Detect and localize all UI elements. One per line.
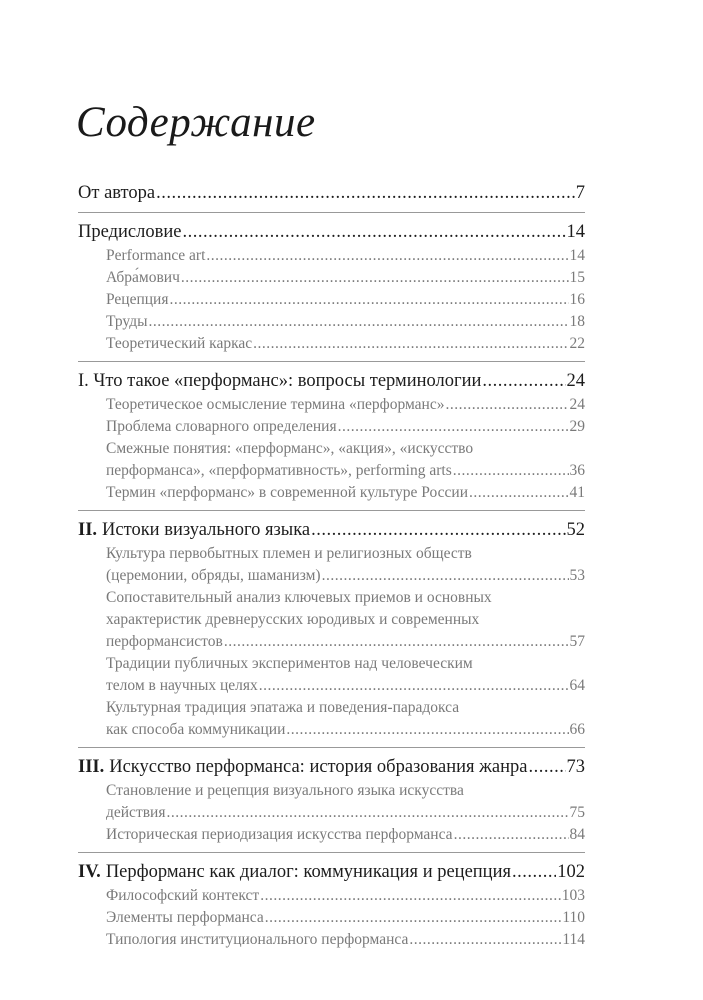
subentry-title: Рецепция xyxy=(106,291,169,308)
toc-subentry[interactable] xyxy=(78,394,585,416)
subentry-line xyxy=(78,416,585,438)
toc-chapter-entry[interactable] xyxy=(78,180,585,206)
page-number: 15 xyxy=(569,269,585,286)
subentry-line xyxy=(78,267,585,289)
toc-section xyxy=(78,510,585,747)
dot-leader xyxy=(512,859,556,885)
subentry-title: Традиции публичных экспериментов над человеческим xyxy=(106,655,473,672)
subentry-line xyxy=(78,653,585,675)
subentry-title: Типология институционального перформанса xyxy=(106,931,409,948)
subentry-title: Культурная традиция эпатажа и поведения-парадокса xyxy=(106,699,460,716)
subentry-title: Труды xyxy=(106,313,148,330)
toc-chapter-entry[interactable] xyxy=(78,517,585,543)
toc-subentry[interactable] xyxy=(78,267,585,289)
toc-chapter-entry[interactable] xyxy=(78,219,585,245)
subentry-line xyxy=(78,482,585,504)
dot-leader xyxy=(338,416,569,438)
subentry-title: действия xyxy=(106,804,166,821)
page-number: 103 xyxy=(561,887,585,904)
chapter-numeral: II. xyxy=(78,520,98,540)
subentry-line xyxy=(78,333,585,355)
dot-leader xyxy=(259,675,569,697)
subentry-line xyxy=(78,245,585,267)
page-number: 57 xyxy=(569,633,585,650)
subentry-line xyxy=(78,394,585,416)
page-number: 110 xyxy=(562,909,585,926)
subentry-line xyxy=(78,289,585,311)
page-number: 29 xyxy=(569,418,585,435)
subentry-title: Проблема словарного определения xyxy=(106,418,337,435)
subentry-title: Performance art xyxy=(106,247,206,264)
toc-subentry[interactable] xyxy=(78,416,585,438)
page-number: 102 xyxy=(557,862,585,882)
page-number: 41 xyxy=(569,484,585,501)
subentry-title: перформансистов xyxy=(106,633,223,650)
toc-subentry[interactable] xyxy=(78,885,585,907)
subentry-line xyxy=(78,802,585,824)
dot-leader xyxy=(206,245,568,267)
toc-chapter-entry[interactable] xyxy=(78,859,585,885)
dot-leader xyxy=(182,219,565,245)
dot-leader xyxy=(469,482,568,504)
page-number: 73 xyxy=(566,757,585,777)
chapter-title: Истоки визуального языка xyxy=(102,520,311,540)
toc-subentry[interactable] xyxy=(78,653,585,697)
dot-leader xyxy=(265,907,562,929)
toc-subentry[interactable] xyxy=(78,587,585,653)
dot-leader xyxy=(260,885,561,907)
page-number: 75 xyxy=(569,804,585,821)
chapter-title: Искусство перформанса: история образования жанра xyxy=(109,757,528,777)
toc-subentry[interactable] xyxy=(78,245,585,267)
page-number: 14 xyxy=(566,222,585,242)
page-number: 7 xyxy=(575,183,585,203)
toc-subentry[interactable] xyxy=(78,311,585,333)
toc-subentry[interactable] xyxy=(78,697,585,741)
subentry-line xyxy=(78,609,585,631)
toc-section xyxy=(78,212,585,361)
dot-leader xyxy=(253,333,568,355)
subentry-line xyxy=(78,587,585,609)
page-number: 14 xyxy=(569,247,585,264)
toc-subentry[interactable] xyxy=(78,333,585,355)
subentry-title: характеристик древнерусских юродивых и современных xyxy=(106,611,480,628)
subentry-line xyxy=(78,929,585,951)
chapter-numeral: IV. xyxy=(78,862,101,882)
page-number: 84 xyxy=(569,826,585,843)
toc-section xyxy=(78,361,585,510)
toc-subentry[interactable] xyxy=(78,780,585,824)
dot-leader xyxy=(166,802,568,824)
page-number: 18 xyxy=(569,313,585,330)
subentry-line xyxy=(78,675,585,697)
subentry-line xyxy=(78,780,585,802)
dot-leader xyxy=(322,565,569,587)
dot-leader xyxy=(311,517,565,543)
toc-subentry[interactable] xyxy=(78,543,585,587)
dot-leader xyxy=(529,754,566,780)
subentry-title: Философский контекст xyxy=(106,887,260,904)
subentry-title: Культура первобытных племен и религиозных обществ xyxy=(106,545,472,562)
chapter-title: Перформанс как диалог: коммуникация и рецепция xyxy=(105,862,511,882)
toc-section xyxy=(78,747,585,852)
page-number: 52 xyxy=(566,520,585,540)
subentry-line xyxy=(78,885,585,907)
page-number: 24 xyxy=(566,371,585,391)
dot-leader xyxy=(445,394,568,416)
subentry-title: Историческая периодизация искусства перформанса xyxy=(106,826,453,843)
dot-leader xyxy=(286,719,568,741)
chapter-numeral: III. xyxy=(78,757,105,777)
subentry-title: Термин «перформанс» в современной культуре России xyxy=(106,484,469,501)
subentry-line xyxy=(78,824,585,846)
subentry-title: Сопоставительный анализ ключевых приемов и основных xyxy=(106,589,492,606)
page-number: 16 xyxy=(569,291,585,308)
subentry-line xyxy=(78,460,585,482)
toc-subentry[interactable] xyxy=(78,289,585,311)
toc-subentry[interactable] xyxy=(78,929,585,951)
toc-section xyxy=(78,180,585,212)
toc-subentry[interactable] xyxy=(78,482,585,504)
page-number: 36 xyxy=(569,462,585,479)
subentry-line xyxy=(78,438,585,460)
subentry-line xyxy=(78,697,585,719)
page-number: 53 xyxy=(569,567,585,584)
page-number: 22 xyxy=(569,335,585,352)
toc-subentry[interactable] xyxy=(78,824,585,846)
subentry-title: Абра́мович xyxy=(106,269,180,286)
page-number: 24 xyxy=(569,396,585,413)
toc-subentry[interactable] xyxy=(78,907,585,929)
dot-leader xyxy=(156,180,575,206)
dot-leader xyxy=(169,289,568,311)
table-of-contents xyxy=(78,180,585,957)
subentry-title: как способа коммуникации xyxy=(106,721,286,738)
chapter-title: От автора xyxy=(78,183,156,203)
subentry-title: перформанса», «перформативность», performing arts xyxy=(106,462,452,479)
subentry-title: Теоретический каркас xyxy=(106,335,253,352)
page-title: Содержание xyxy=(76,99,316,146)
subentry-line xyxy=(78,565,585,587)
subentry-line xyxy=(78,543,585,565)
dot-leader xyxy=(149,311,569,333)
toc-section xyxy=(78,852,585,957)
subentry-line xyxy=(78,631,585,653)
dot-leader xyxy=(181,267,569,289)
page-number: 66 xyxy=(569,721,585,738)
chapter-title: Предисловие xyxy=(78,222,182,242)
page-number: 114 xyxy=(562,931,585,948)
toc-chapter-entry[interactable] xyxy=(78,368,585,394)
toc-subentry[interactable] xyxy=(78,438,585,482)
dot-leader xyxy=(454,824,569,846)
subentry-title: (церемонии, обряды, шаманизм) xyxy=(106,567,321,584)
subentry-title: Смежные понятия: «перформанс», «акция», «искусство xyxy=(106,440,474,457)
subentry-title: Становление и рецепция визуального языка искусства xyxy=(106,782,464,799)
subentry-line xyxy=(78,907,585,929)
dot-leader xyxy=(224,631,569,653)
dot-leader xyxy=(453,460,569,482)
subentry-title: Элементы перформанса xyxy=(106,909,264,926)
subentry-line xyxy=(78,311,585,333)
subentry-line xyxy=(78,719,585,741)
dot-leader xyxy=(409,929,561,951)
subentry-title: телом в научных целях xyxy=(106,677,258,694)
page-number: 64 xyxy=(569,677,585,694)
toc-chapter-entry[interactable] xyxy=(78,754,585,780)
subentry-title: Теоретическое осмысление термина «перформанс» xyxy=(106,396,445,413)
chapter-title: I. Что такое «перформанс»: вопросы терминологии xyxy=(78,371,482,391)
dot-leader xyxy=(482,368,565,394)
